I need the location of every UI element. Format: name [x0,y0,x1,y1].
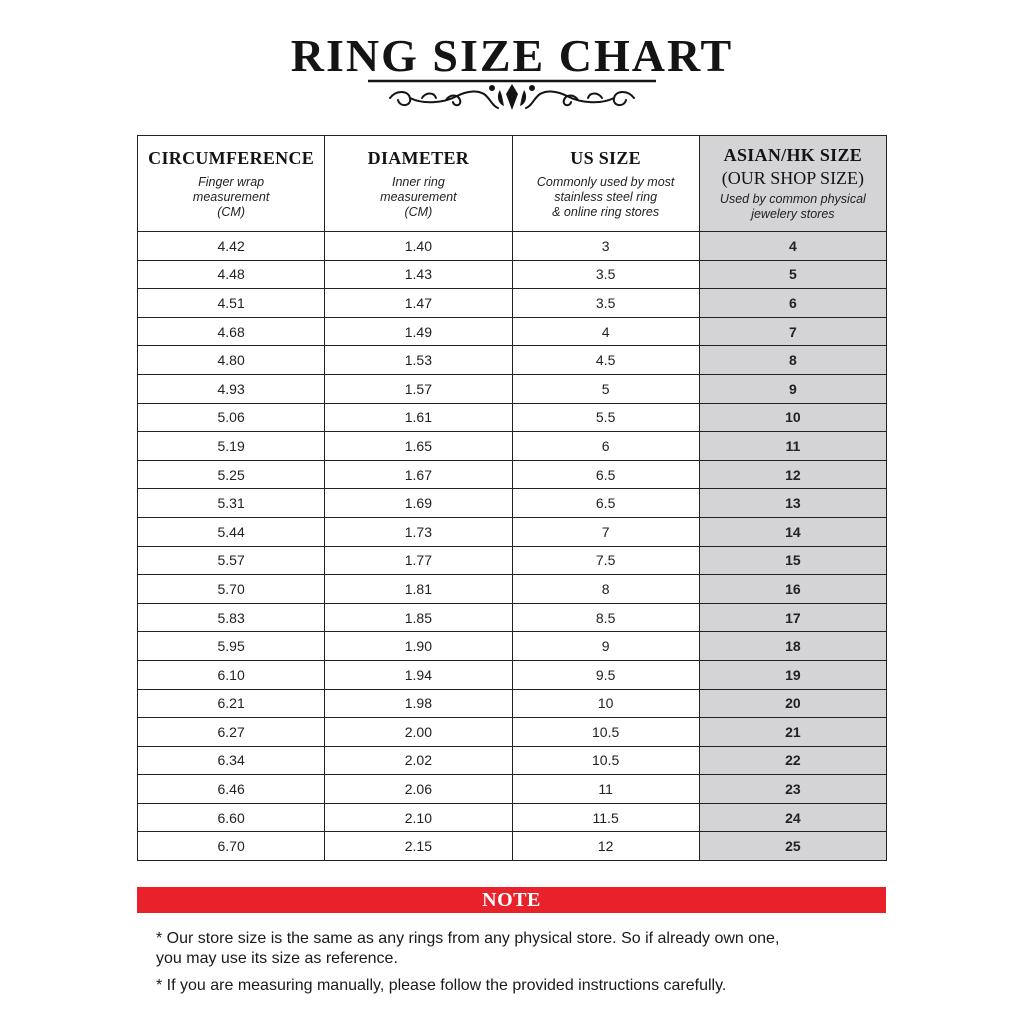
cell-diameter: 1.40 [325,232,512,261]
header-us-size [512,136,699,232]
cell-diameter: 2.00 [325,718,512,747]
cell-diameter: 1.94 [325,660,512,689]
cell-us-size: 4 [512,317,699,346]
cell-diameter: 1.77 [325,546,512,575]
cell-us-size: 4.5 [512,346,699,375]
cell-diameter: 1.57 [325,374,512,403]
ring-size-table [137,135,887,861]
cell-us-size: 11.5 [512,803,699,832]
cell-diameter: 1.53 [325,346,512,375]
table-row [138,775,887,804]
cell-diameter: 1.47 [325,289,512,318]
cell-us-size: 6 [512,432,699,461]
cell-asian-size: 18 [699,632,886,661]
cell-us-size: 8 [512,575,699,604]
header-label: ASIAN/HK SIZE [723,145,863,165]
cell-circumference: 4.68 [138,317,325,346]
header-label: CIRCUMFERENCE [148,147,315,168]
table-row [138,603,887,632]
cell-diameter: 1.69 [325,489,512,518]
header-circumference [138,136,325,232]
cell-diameter: 1.73 [325,517,512,546]
cell-diameter: 1.85 [325,603,512,632]
cell-asian-size: 20 [699,689,886,718]
table-row [138,403,887,432]
cell-diameter: 1.61 [325,403,512,432]
note-item: * If you are measuring manually, please follow the provided instructions carefully. [156,977,727,994]
cell-us-size: 10 [512,689,699,718]
cell-diameter: 1.90 [325,632,512,661]
cell-circumference: 6.21 [138,689,325,718]
cell-asian-size: 16 [699,575,886,604]
cell-asian-size: 15 [699,546,886,575]
header-sublabel: Inner ring measurement (CM) [380,174,457,219]
cell-us-size: 8.5 [512,603,699,632]
cell-circumference: 5.57 [138,546,325,575]
header-label: DIAMETER [367,147,470,168]
cell-circumference: 4.80 [138,346,325,375]
table-row [138,260,887,289]
cell-us-size: 10.5 [512,746,699,775]
header-shop-size-label: (OUR SHOP SIZE) [721,168,865,188]
header-sublabel: Finger wrap measurement (CM) [192,174,270,219]
table-row [138,289,887,318]
table-row [138,718,887,747]
table-row [138,803,887,832]
table-header-row [138,136,887,232]
cell-circumference: 6.70 [138,832,325,861]
cell-us-size: 5.5 [512,403,699,432]
cell-circumference: 5.95 [138,632,325,661]
table-row [138,232,887,261]
cell-asian-size: 25 [699,832,886,861]
cell-asian-size: 10 [699,403,886,432]
cell-circumference: 6.34 [138,746,325,775]
cell-diameter: 2.02 [325,746,512,775]
table-row [138,832,887,861]
page-title: RING SIZE CHART [290,30,734,81]
cell-diameter: 1.67 [325,460,512,489]
cell-us-size: 9.5 [512,660,699,689]
cell-asian-size: 5 [699,260,886,289]
cell-asian-size: 11 [699,432,886,461]
note-list [156,929,876,1003]
cell-asian-size: 17 [699,603,886,632]
table-row [138,660,887,689]
table-row [138,489,887,518]
cell-diameter: 2.10 [325,803,512,832]
cell-asian-size: 21 [699,718,886,747]
cell-us-size: 6.5 [512,489,699,518]
header-sublabel: Commonly used by most stainless steel ring & online ring stores [536,174,675,219]
cell-us-size: 3 [512,232,699,261]
cell-diameter: 1.81 [325,575,512,604]
cell-circumference: 4.48 [138,260,325,289]
table-row [138,632,887,661]
table-row [138,517,887,546]
cell-us-size: 10.5 [512,718,699,747]
table-row [138,460,887,489]
table-row [138,374,887,403]
cell-us-size: 11 [512,775,699,804]
header-label: US SIZE [570,147,641,168]
cell-asian-size: 8 [699,346,886,375]
note-banner: NOTE [137,887,886,913]
cell-circumference: 4.42 [138,232,325,261]
cell-circumference: 5.25 [138,460,325,489]
cell-circumference: 5.31 [138,489,325,518]
note-item: * Our store size is the same as any rings from any physical store. So if already own one, you may use its size as reference. [156,930,780,967]
cell-circumference: 6.10 [138,660,325,689]
table-row [138,546,887,575]
cell-circumference: 4.51 [138,289,325,318]
table-row [138,346,887,375]
cell-asian-size: 19 [699,660,886,689]
cell-us-size: 6.5 [512,460,699,489]
cell-circumference: 5.06 [138,403,325,432]
cell-asian-size: 13 [699,489,886,518]
table-row [138,689,887,718]
cell-circumference: 6.27 [138,718,325,747]
cell-us-size: 5 [512,374,699,403]
cell-circumference: 5.19 [138,432,325,461]
cell-diameter: 1.43 [325,260,512,289]
cell-us-size: 7.5 [512,546,699,575]
cell-circumference: 5.70 [138,575,325,604]
ornament-divider-icon [362,76,662,116]
cell-diameter: 2.15 [325,832,512,861]
cell-diameter: 1.98 [325,689,512,718]
cell-circumference: 5.44 [138,517,325,546]
table-row [138,746,887,775]
cell-asian-size: 14 [699,517,886,546]
table-row [138,575,887,604]
cell-asian-size: 24 [699,803,886,832]
cell-diameter: 1.49 [325,317,512,346]
cell-asian-size: 7 [699,317,886,346]
cell-us-size: 3.5 [512,260,699,289]
cell-asian-size: 22 [699,746,886,775]
cell-asian-size: 4 [699,232,886,261]
table-row [138,432,887,461]
header-sublabel: Used by common physical jewelery stores [719,192,866,221]
header-diameter [325,136,512,232]
cell-us-size: 9 [512,632,699,661]
cell-diameter: 1.65 [325,432,512,461]
cell-asian-size: 6 [699,289,886,318]
cell-asian-size: 12 [699,460,886,489]
cell-circumference: 6.60 [138,803,325,832]
cell-circumference: 4.93 [138,374,325,403]
cell-diameter: 2.06 [325,775,512,804]
cell-us-size: 12 [512,832,699,861]
table-row [138,317,887,346]
cell-asian-size: 9 [699,374,886,403]
cell-circumference: 5.83 [138,603,325,632]
cell-asian-size: 23 [699,775,886,804]
cell-us-size: 3.5 [512,289,699,318]
cell-us-size: 7 [512,517,699,546]
cell-circumference: 6.46 [138,775,325,804]
table-body [138,232,887,861]
header-asian-size [699,136,886,232]
